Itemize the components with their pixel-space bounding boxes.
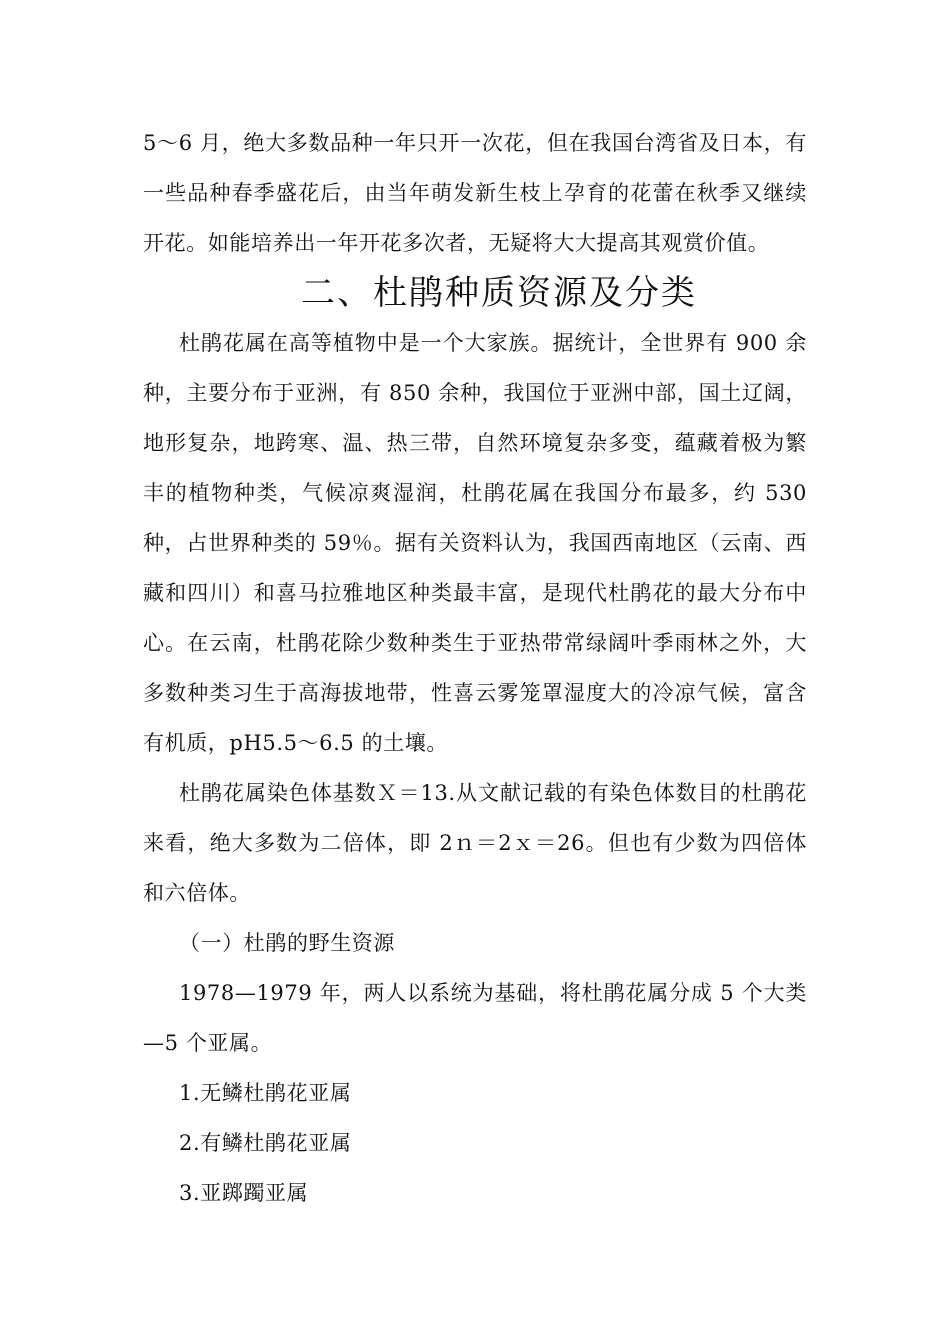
- intro-paragraph: 5～6 月，绝大多数品种一年只开一次花，但在我国台湾省及日本，有一些品种春季盛花后，由当年萌发新生枝上孕育的花蕾在秋季又继续开花。如能培养出一年开花多次者，无疑将大大提高其观赏价值。: [143, 131, 807, 255]
- list-item: 1.无鳞杜鹃花亚属: [179, 1081, 352, 1105]
- section-heading: 二、杜鹃种质资源及分类: [301, 273, 697, 313]
- paragraph-distribution: 杜鹃花属在高等植物中是一个大家族。据统计，全世界有 900 余种，主要分布于亚洲，有 850 余种，我国位于亚洲中部，国土辽阔，地形复杂，地跨寒、温、热三带，自然环境复杂多变，蕴藏着极为繁丰的植物种类，气候凉爽湿润，杜鹃花属在我国分布最多，约 530 种，占世界种类的 59％。据有关资料认为，我国西南地区（云南、西藏和四川）和喜马拉雅地区种类最丰富，是现代杜鹃花的最大分布中心。在云南，杜鹃花除少数种类生于亚热带常绿阔叶季雨林之外，大多数种类习生于高海拔地带，性喜云雾笼罩湿度大的冷凉气候，富含有机质，pH5.5～6.5 的土壤。: [143, 331, 807, 755]
- paragraph-classification: 1978—1979 年，两人以系统为基础，将杜鹃花属分成 5 个大类—5 个亚属。: [143, 981, 807, 1055]
- list-item: 3.亚踯躅亚属: [179, 1181, 309, 1205]
- document-body: [143, 118, 807, 1218]
- list-item: 2.有鳞杜鹃花亚属: [179, 1131, 352, 1155]
- subsection-heading: （一）杜鹃的野生资源: [179, 931, 395, 955]
- paragraph-chromosome: 杜鹃花属染色体基数Ｘ＝13.从文献记载的有染色体数目的杜鹃花来看，绝大多数为二倍体，即 2ｎ＝2ｘ＝26。但也有少数为四倍体和六倍体。: [143, 781, 807, 905]
